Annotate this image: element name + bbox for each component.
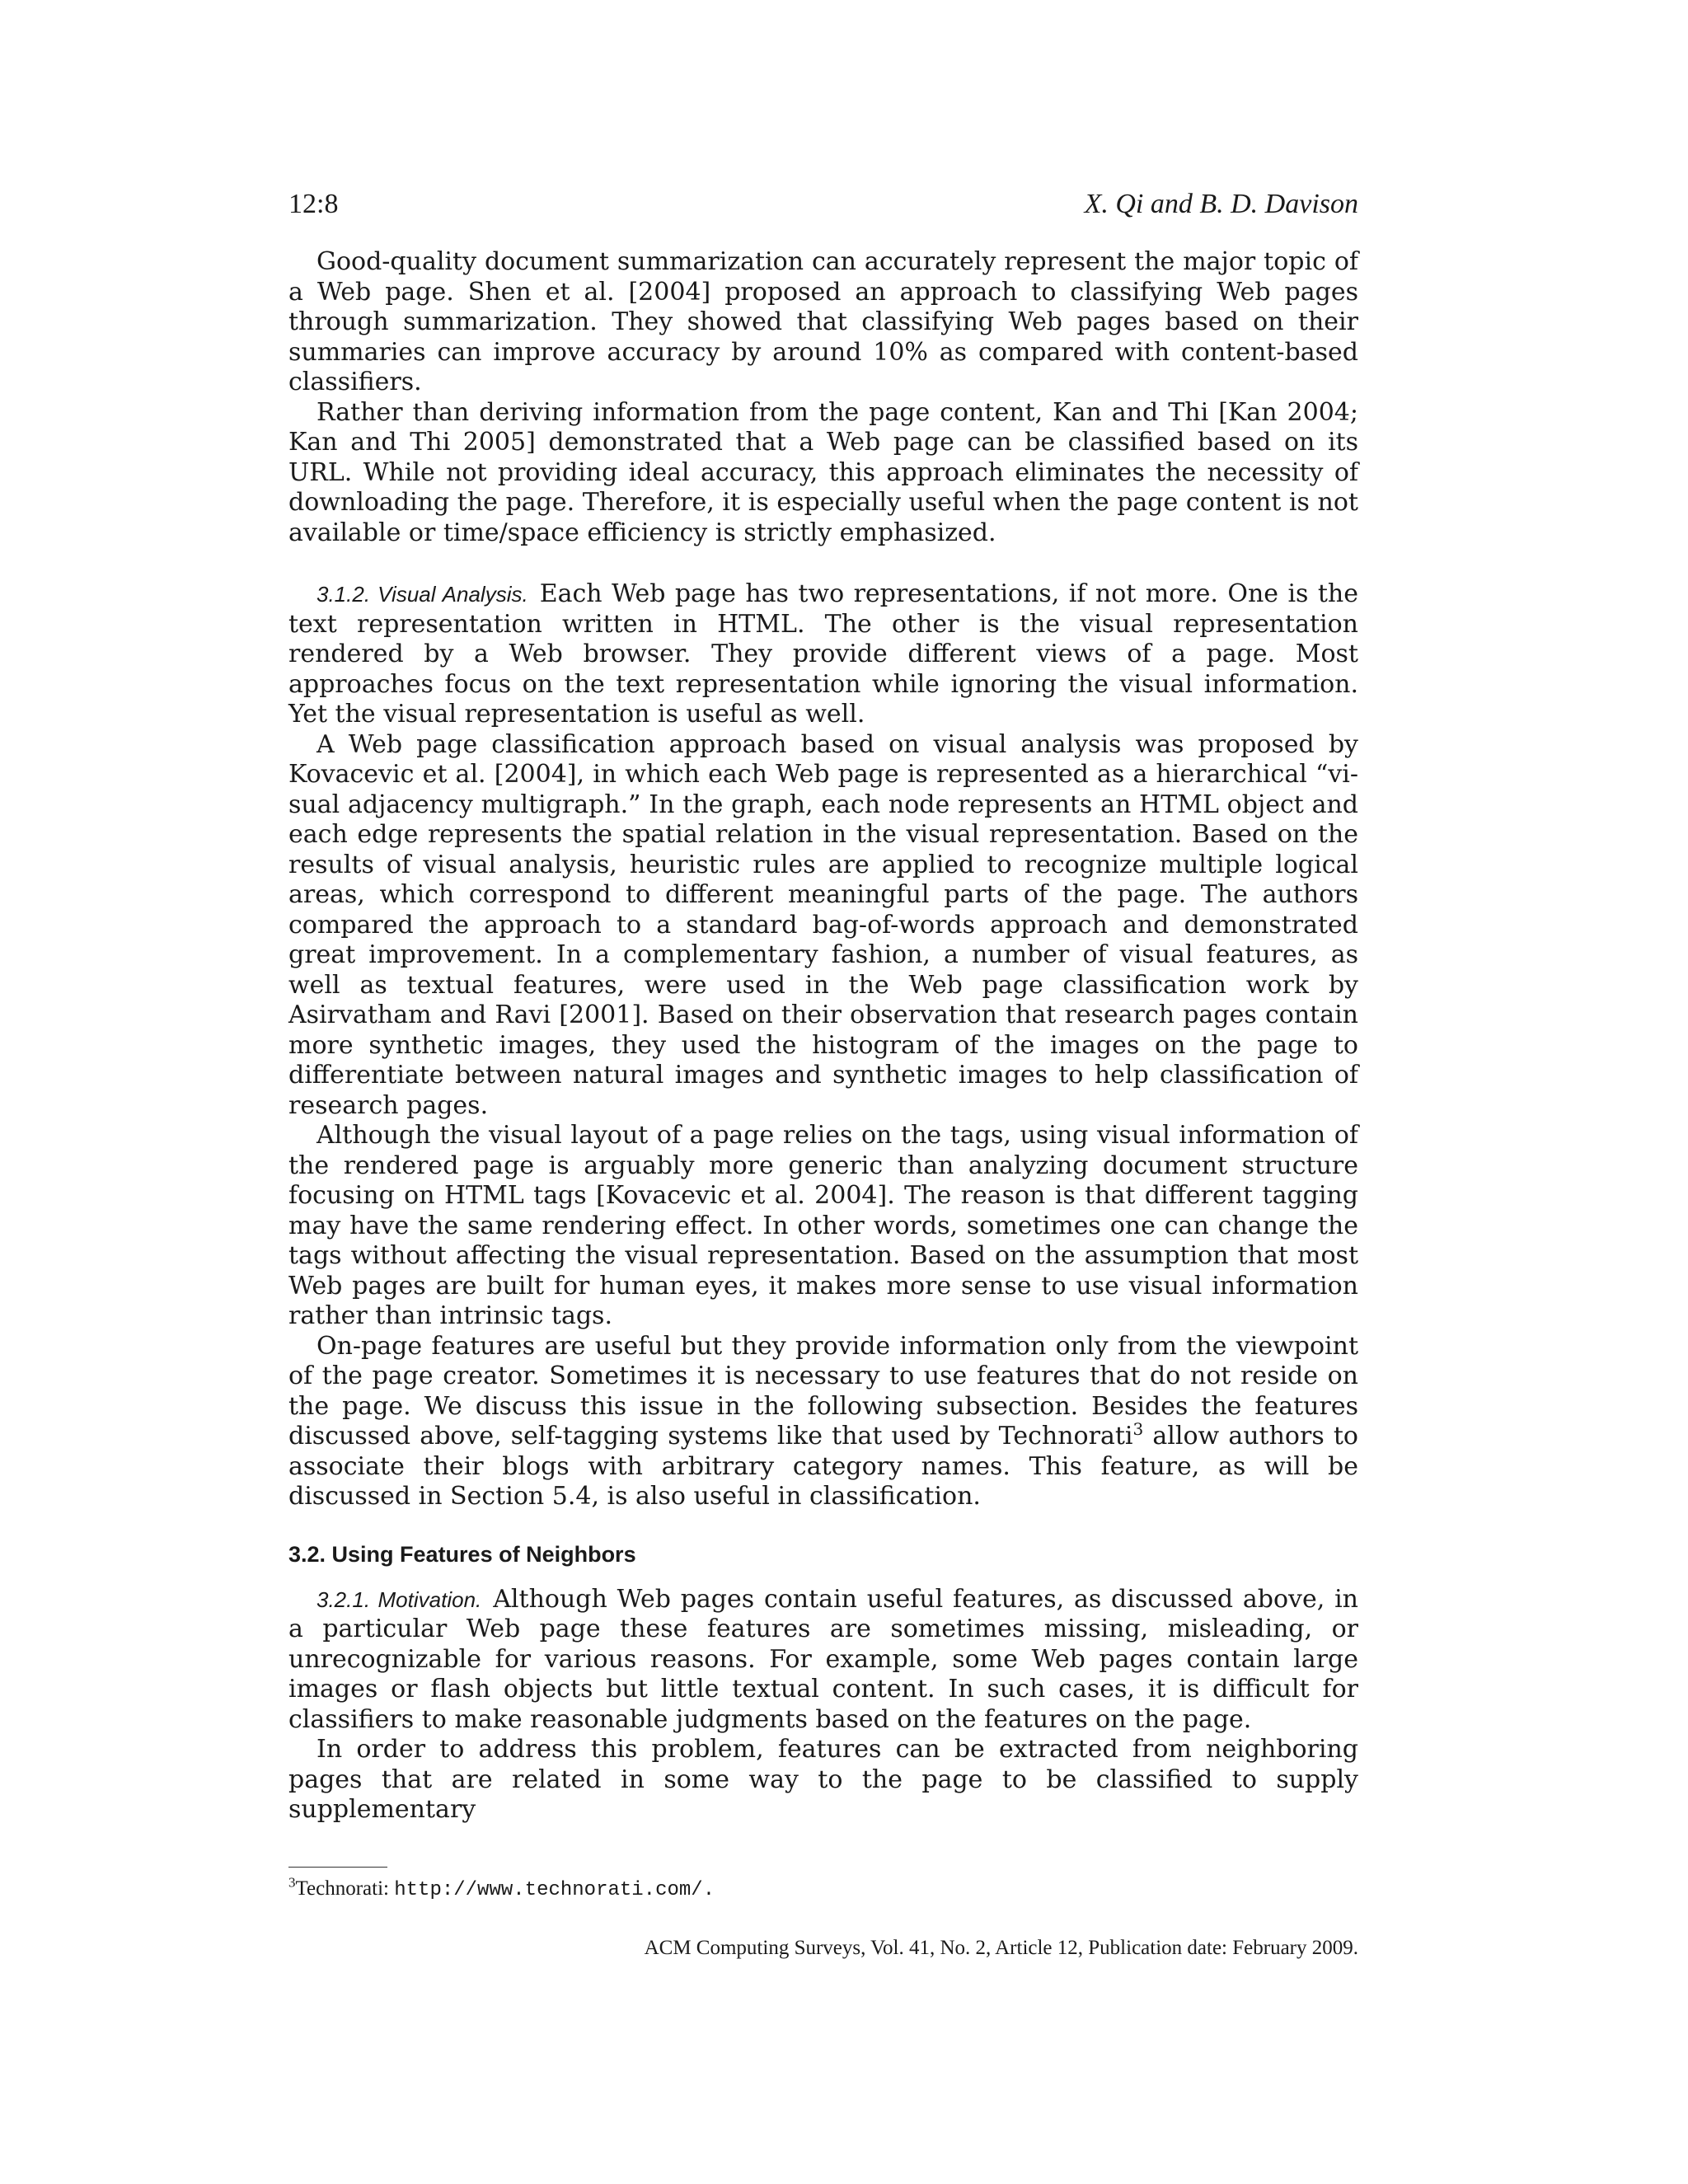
footnote-rule — [288, 1867, 387, 1868]
paragraph-on-page-features — [288, 1332, 1358, 1512]
paragraph-url-classification: Rather than deriving information from the page content, Kan and Thi [Kan 2004; Kan and Thi 2005] demonstrated that a Web page can be classified based on its URL. While not providing ideal accuracy, this approach eliminates the necessity of downloading the page. Therefore, it is especially useful when the page content is not available or time/space efficiency is strictly emphasized. — [288, 397, 1358, 547]
footnote-label: Technorati: — [295, 1877, 395, 1900]
paper-page — [288, 188, 1358, 1961]
paragraph-kovacevic: A Web page classification approach based on visual analysis was proposed by Kovacevic et al. [2004], in which each Web page is represented as a hierarchical “visual adjacency multigraph.” In the graph, each node represents an HTML object and each edge represents the spatial relation in the visual representation. Based on the results of visual analysis, heuristic rules are applied to recognize multiple logical areas, which correspond to different meaningful parts of the page. The authors compared the approach to a standard bag-of-words approach and demonstrated great improvement. In a complementary fashion, a number of visual features, as well as textual features, were used in the Web page classification work by Asirvatham and Ravi [2001]. Based on their observation that research pages contain more synthetic images, they used the histogram of the images on the page to differentiate between natural images and synthetic images to help classification of research pages. — [288, 729, 1358, 1120]
page-number: 12:8 — [288, 189, 339, 219]
running-header — [288, 188, 1358, 221]
running-authors: X. Qi and B. D. Davison — [1084, 189, 1358, 219]
footnote — [288, 1876, 1358, 1904]
footnote-url: http://www.technorati.com/. — [394, 1878, 715, 1901]
paragraph-neighboring-pages: In order to address this problem, features can be extracted from neighboring pages that are related in some way to the page to be classified to supply supplementary — [288, 1735, 1358, 1824]
subsection-heading-visual-analysis: 3.1.2. Visual Analysis. — [316, 582, 528, 607]
journal-footer: ACM Computing Surveys, Vol. 41, No. 2, Article 12, Publication date: February 2009. — [644, 1936, 1358, 1959]
paragraph-summarization: Good-quality document summarization can accurately represent the major topic of a Web page. Shen et al. [2004] proposed an approach to classifying Web pages through summarization. They showed that classifying Web pages based on their summaries can improve accuracy by around 10% as compared with content-based classifiers. — [288, 247, 1358, 396]
footnote-marker: 3 — [1132, 1419, 1144, 1439]
paragraph-text: On-page features are useful but they provide information only from the viewpoint of the page creator. Sometimes it is necessary to use features that do not reside on the page. We discuss this issue in the following subsection. Besides the features discussed above, self-tagging systems like that used by Technorati — [288, 1331, 1358, 1451]
paragraph-text: allow authors to associate their blogs with arbitrary category names. This feature, as will be discussed in Section 5.4, is also useful in classification. — [288, 1422, 1358, 1511]
paragraph-visual-analysis-intro — [288, 579, 1358, 730]
paragraph-text: Although Web pages contain useful features, as discussed above, in a particular Web page these features are sometimes missing, misleading, or unrecognizable for various reasons. For example, some Web pages contain large images or flash objects but little textual content. In such cases, it is difficult for classifiers to make reasonable judgments based on the features on the page. — [288, 1584, 1358, 1734]
paragraph-visual-layout: Although the visual layout of a page relies on the tags, using visual information of the rendered page is arguably more generic than analyzing document structure focusing on HTML tags [Kovacevic et al. 2004]. The reason is that different tagging may have the same rendering effect. In other words, sometimes one can change the tags without affecting the visual representation. Based on the assumption that most Web pages are built for human eyes, it makes more sense to use visual information rather than intrinsic tags. — [288, 1121, 1358, 1330]
subsection-heading-motivation: 3.2.1. Motivation. — [316, 1586, 482, 1612]
paragraph-motivation — [288, 1585, 1358, 1736]
footnote-number: 3 — [288, 1874, 296, 1891]
section-heading-neighbors: 3.2. Using Features of Neighbors — [288, 1541, 636, 1567]
paragraph-text: Each Web page has two representations, if not more. One is the text representation written in HTML. The other is the visual representation rendered by a Web browser. They provide different views of a page. Most approaches focus on the text representation while ignoring the visual information. Yet the visual representation is useful as well. — [288, 579, 1359, 729]
